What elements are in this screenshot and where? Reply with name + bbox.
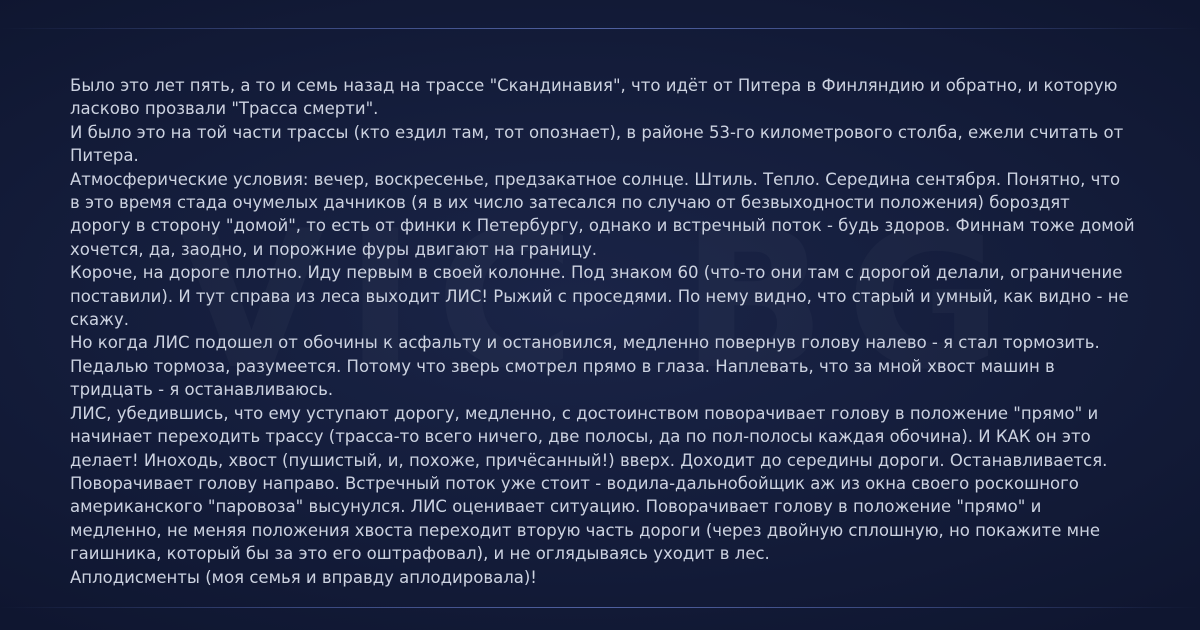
paragraph: Аплодисменты (моя семья и вправду аплодировала)! xyxy=(70,567,537,587)
story-text xyxy=(70,74,1135,589)
paragraph: Атмосферические условия: вечер, воскресенье, предзакатное солнце. Штиль. Тепло. Середина сентября. Понятно, что в это время стада очумелых дачников (я в их число затесался по случаю от безвыходности положения) бороздят дорогу в сторону "домой", то есть от финки к Петербургу, однако и встречный поток - будь здоров. Финнам тоже домой хочется, да, заодно, и порожние фуры двигают на границу. xyxy=(70,169,1135,259)
paragraph: Короче, на дороге плотно. Иду первым в своей колонне. Под знаком 60 (что-то они там с дорогой делали, ограничение поставили). И тут справа из леса выходит ЛИС! Рыжий с проседями. По нему видно, что старый и умный, как видно - не скажу. xyxy=(70,263,1129,330)
paragraph: Но когда ЛИС подошел от обочины к асфальту и остановился, медленно повернув голову налево - я стал тормозить. Педалью тормоза, разумеется. Потому что зверь смотрел прямо в глаза. Наплевать, что за мной хвост машин в тридцать - я останавливаюсь. xyxy=(70,333,1100,400)
paragraph: Было это лет пять, а то и семь назад на трассе "Скандинавия", что идёт от Питера в Финляндию и обратно, и которую ласково прозвали "Трасса смерти". xyxy=(70,76,1118,119)
bottom-divider xyxy=(0,607,1200,608)
top-divider xyxy=(0,28,1200,29)
paragraph: ЛИС, убедившись, что ему уступают дорогу, медленно, с достоинством поворачивает голову в положение "прямо" и начинает переходить трассу (трасса-то всего ничего, две полосы, да по пол-полосы каждая обочина). И КАК он это делает! Иноходь, хвост (пушистый, и, похоже, причёсанный!) вверх. Доходит до середины дороги. Останавливается. Поворачивает голову направо. Встречный поток уже стоит - водила-дальнобойщик аж из окна своего роскошного американского "паровоза" высунулся. ЛИС оценивает ситуацию. Поворачивает голову в положение "прямо" и медленно, не меняя положения хвоста переходит вторую часть дороги (через двойную сплошную, но покажите мне гаишника, который бы за это его оштрафовал), и не оглядываясь уходит в лес. xyxy=(70,403,1108,564)
paragraph: И было это на той части трассы (кто ездил там, тот опознает), в районе 53-го километрового столба, ежели считать от Питера. xyxy=(70,122,1124,166)
